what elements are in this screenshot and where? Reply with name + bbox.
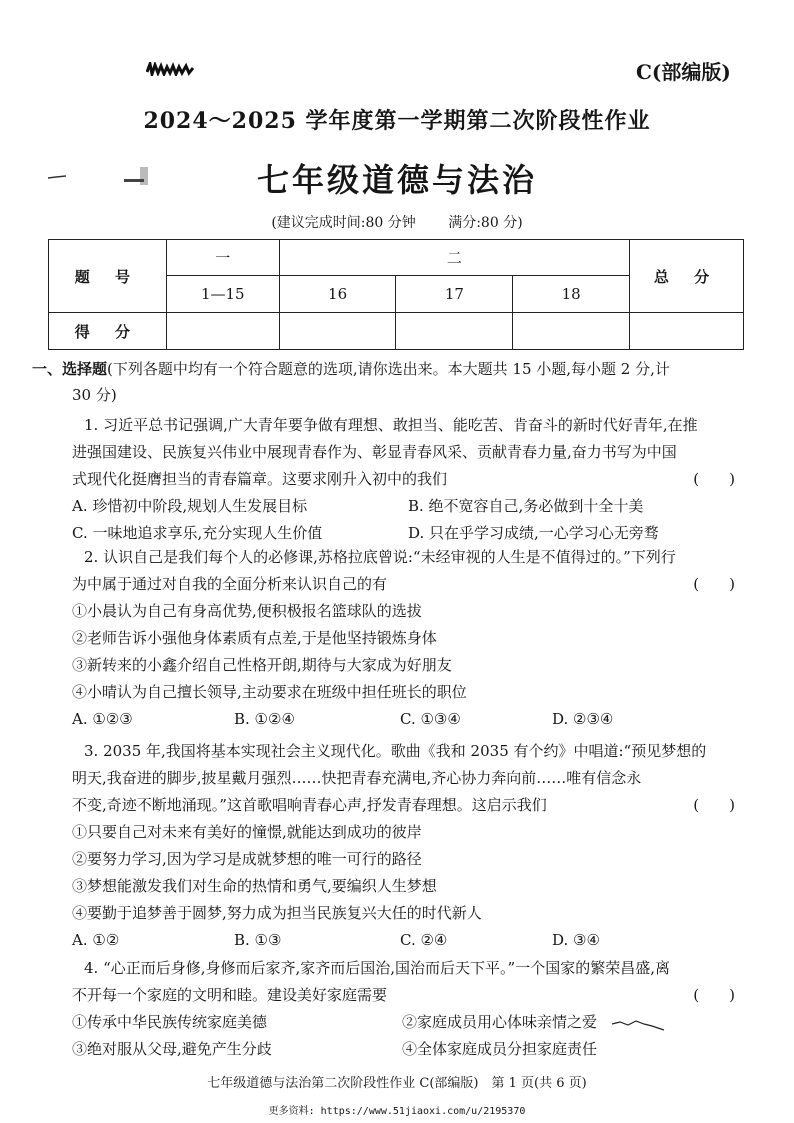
question-3 bbox=[72, 738, 747, 950]
question-text: 不变,奇迹不断地涌现。”这首歌唱响青春心声,抒发青春理想。这启示我们 bbox=[72, 796, 547, 814]
option-a[interactable]: A. ①②③ bbox=[72, 710, 133, 728]
question-text: 式现代化挺膺担当的青春篇章。这要求刚升入初中的我们 bbox=[72, 470, 448, 488]
exam-title: 2024～2025 学年度第一学期第二次阶段性作业 bbox=[143, 108, 651, 134]
score-cell[interactable] bbox=[279, 313, 396, 350]
row-label-score: 得 分 bbox=[49, 313, 167, 350]
section-desc-cont: 30 分) bbox=[72, 386, 117, 404]
statement-1: ①传承中华民族传统家庭美德 bbox=[72, 1013, 268, 1031]
full-score: 满分:80 分) bbox=[448, 215, 523, 231]
section-desc: (下列各题中均有一个符合题意的选项,请你选出来。本大题共 15 小题,每小题 2 分,计 bbox=[107, 360, 670, 378]
option-d[interactable]: D. ②③④ bbox=[552, 710, 614, 728]
statement-1: ①小晨认为自己有身高优势,便积极报名篮球队的选拔 bbox=[72, 602, 422, 620]
score-cell[interactable] bbox=[513, 313, 630, 350]
section-title: 一、选择题 bbox=[32, 360, 108, 378]
question-text: 4. “心正而后身修,身修而后家齐,家齐而后国治,国治而后天下平。”一个国家的繁荣昌盛,离 bbox=[84, 959, 670, 977]
answer-bracket[interactable]: ( ) bbox=[693, 986, 735, 1004]
answer-bracket[interactable]: ( ) bbox=[693, 575, 735, 593]
option-d[interactable]: D. ③④ bbox=[552, 931, 600, 949]
option-a[interactable]: A. ①② bbox=[72, 931, 120, 949]
q18-cell: 18 bbox=[513, 276, 630, 313]
option-a[interactable]: A. 珍惜初中阶段,规划人生发展目标 bbox=[72, 497, 308, 515]
page-footer: 七年级道德与法治第二次阶段性作业 C(部编版) 第 1 页(共 6 页) bbox=[207, 1076, 587, 1091]
option-b[interactable]: B. ①③ bbox=[234, 931, 282, 949]
option-c[interactable]: C. ①③④ bbox=[400, 710, 461, 728]
score-table bbox=[48, 239, 744, 350]
part-one: 一 bbox=[166, 240, 279, 276]
answer-bracket[interactable]: ( ) bbox=[693, 470, 735, 488]
question-text: 2. 认识自己是我们每个人的必修课,苏格拉底曾说:“未经审视的人生是不值得过的。”下列行 bbox=[84, 548, 676, 566]
q-range-cell: 1—15 bbox=[166, 276, 279, 313]
handwritten-scribble bbox=[146, 62, 194, 76]
score-cell[interactable] bbox=[396, 313, 513, 350]
total-score-label: 总 分 bbox=[630, 240, 744, 313]
option-d[interactable]: D. 只在乎学习成绩,一心学习心无旁骛 bbox=[408, 524, 659, 542]
option-b[interactable]: B. 绝不宽容自己,务必做到十全十美 bbox=[408, 497, 644, 515]
pen-mark bbox=[610, 1014, 666, 1032]
subject-title: 七年级道德与法治 bbox=[256, 161, 537, 199]
answer-bracket[interactable]: ( ) bbox=[693, 796, 735, 814]
section-heading bbox=[32, 356, 747, 408]
option-b[interactable]: B. ①②④ bbox=[234, 710, 295, 728]
score-cell[interactable] bbox=[630, 313, 744, 350]
row-label-question-no: 题 号 bbox=[49, 240, 167, 313]
time-note bbox=[0, 212, 794, 232]
statement-4: ④要勤于追梦善于圆梦,努力成为担当民族复兴大任的时代新人 bbox=[72, 904, 482, 922]
statement-2: ②家庭成员用心体味亲情之爱 bbox=[402, 1013, 598, 1031]
statement-3: ③梦想能激发我们对生命的热情和勇气,要编织人生梦想 bbox=[72, 877, 437, 895]
q17-cell: 17 bbox=[396, 276, 513, 313]
suggested-time: (建议完成时间:80 分钟 bbox=[271, 215, 416, 231]
question-text: 为中属于通过对自我的全面分析来认识自己的有 bbox=[72, 575, 388, 593]
question-2 bbox=[72, 544, 747, 734]
resource-link[interactable]: 更多资料: https://www.51jiaoxi.com/u/2195370 bbox=[268, 1106, 526, 1117]
q16-cell: 16 bbox=[279, 276, 396, 313]
statement-4: ④小晴认为自己擅长领导,主动要求在班级中担任班长的职位 bbox=[72, 683, 467, 701]
edition-label: C(部编版) bbox=[636, 60, 731, 84]
statement-2: ②老师告诉小强他身体素质有点差,于是他坚持锻炼身体 bbox=[72, 629, 437, 647]
statement-3: ③新转来的小鑫介绍自己性格开朗,期待与大家成为好朋友 bbox=[72, 656, 452, 674]
statement-3: ③绝对服从父母,避免产生分歧 bbox=[72, 1040, 272, 1058]
option-c[interactable]: C. 一味地追求享乐,充分实现人生价值 bbox=[72, 524, 323, 542]
score-cell[interactable] bbox=[166, 313, 279, 350]
statement-1: ①只要自己对未来有美好的憧憬,就能达到成功的彼岸 bbox=[72, 823, 422, 841]
statement-2: ②要努力学习,因为学习是成就梦想的唯一可行的路径 bbox=[72, 850, 422, 868]
part-two: 二 bbox=[279, 240, 629, 276]
question-text: 3. 2035 年,我国将基本实现社会主义现代化。歌曲《我和 2035 有个约》中唱道:“预见梦想的 bbox=[84, 742, 707, 760]
question-text: 进强国建设、民族复兴伟业中展现青春作为、彰显青春风采、贡献青春力量,奋力书写为中国 bbox=[72, 443, 677, 461]
question-text: 不开每一个家庭的文明和睦。建设美好家庭需要 bbox=[72, 986, 388, 1004]
question-4 bbox=[72, 955, 747, 1065]
question-text: 明天,我奋进的脚步,披星戴月强烈……快把青春充满电,齐心协力奔向前……唯有信念永 bbox=[72, 769, 642, 787]
option-c[interactable]: C. ②④ bbox=[400, 931, 448, 949]
question-1 bbox=[72, 412, 747, 542]
question-text: 1. 习近平总书记强调,广大青年要争做有理想、敢担当、能吃苦、肯奋斗的新时代好青年,在推 bbox=[84, 416, 698, 434]
statement-4: ④全体家庭成员分担家庭责任 bbox=[402, 1040, 598, 1058]
